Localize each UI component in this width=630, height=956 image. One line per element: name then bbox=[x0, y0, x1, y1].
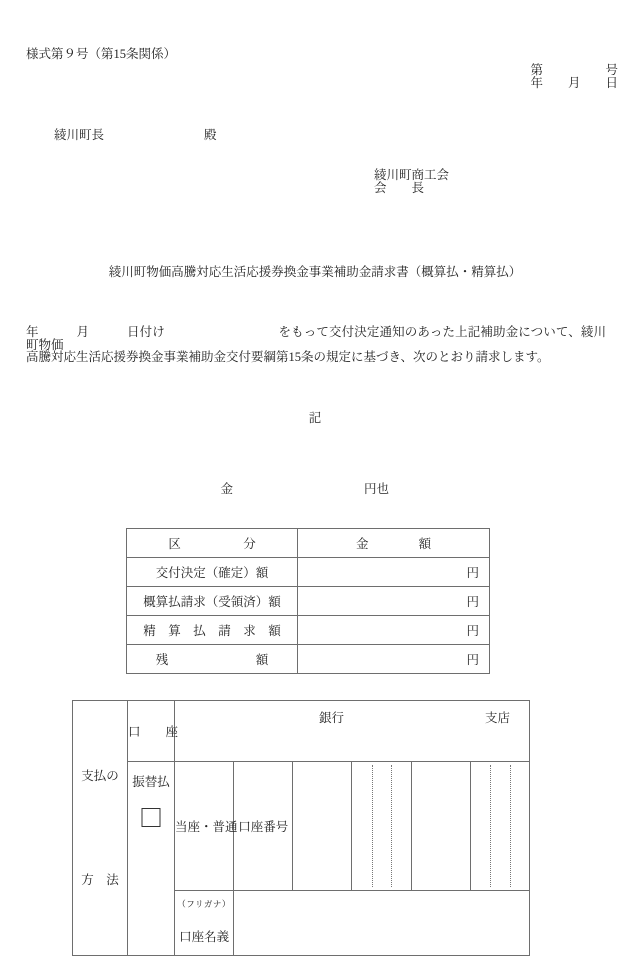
transfer-payment-cell bbox=[128, 762, 175, 956]
row-value-advance-payment[interactable]: 円 bbox=[298, 587, 490, 616]
total-amount-line bbox=[208, 470, 389, 508]
payment-account-row bbox=[73, 762, 530, 891]
table-row bbox=[127, 587, 490, 616]
account-name-field[interactable] bbox=[234, 891, 530, 956]
account-label: 口 座 bbox=[128, 701, 175, 762]
body-paragraph-line-1: 年 月 日付け をもって交付決定通知のあった上記補助金について、綾川町物価 bbox=[26, 325, 606, 352]
table-row bbox=[127, 558, 490, 587]
document-number-line: 第 号 bbox=[530, 63, 618, 77]
account-type-label[interactable]: 当座・普通 bbox=[175, 762, 234, 891]
row-value-balance[interactable]: 円 bbox=[298, 645, 490, 674]
row-value-settlement-payment[interactable]: 円 bbox=[298, 616, 490, 645]
transfer-payment-label: 振替払 bbox=[132, 775, 170, 789]
row-label-balance: 残 額 bbox=[127, 645, 298, 674]
page-title: 綾川町物価高騰対応生活応援券換金事業補助金請求書（概算払・精算払） bbox=[108, 265, 522, 279]
column-header-amount: 金 額 bbox=[298, 529, 490, 558]
bank-word-label: 銀行 bbox=[319, 711, 345, 725]
table-row bbox=[127, 616, 490, 645]
account-digit-group-2[interactable] bbox=[470, 762, 529, 891]
payment-method-label-line2: 方 法 bbox=[81, 873, 119, 887]
body-paragraph-line-2: 高騰対応生活応援券換金事業補助金交付要綱第15条の規定に基づき、次のとおり請求します。 bbox=[26, 350, 550, 364]
issuer-organization: 綾川町商工会 bbox=[374, 168, 450, 182]
document-number-block bbox=[530, 64, 618, 89]
table-row bbox=[127, 645, 490, 674]
addressee-line: 綾川町長 殿 bbox=[54, 128, 217, 142]
bank-name-field[interactable] bbox=[175, 701, 530, 762]
account-digit-group-1[interactable] bbox=[352, 762, 411, 891]
account-name-label-cell bbox=[175, 891, 234, 956]
row-label-settlement-payment: 精 算 払 請 求 額 bbox=[127, 616, 298, 645]
row-label-grant-decision: 交付決定（確定）額 bbox=[127, 558, 298, 587]
account-number-label: 口座番号 bbox=[234, 762, 293, 891]
amount-suffix-label: 円也 bbox=[364, 481, 390, 496]
row-label-advance-payment: 概算払請求（受領済）額 bbox=[127, 587, 298, 616]
amount-prefix-label: 金 bbox=[220, 481, 234, 496]
payment-method-label bbox=[73, 701, 128, 956]
payment-bank-row bbox=[73, 701, 530, 762]
transfer-payment-checkbox[interactable] bbox=[142, 808, 161, 827]
payment-method-table bbox=[72, 700, 530, 956]
account-name-label: 口座名義 bbox=[179, 930, 230, 944]
body-paragraph bbox=[26, 326, 606, 364]
ki-mark: 記 bbox=[308, 411, 322, 425]
account-digit-cell-2[interactable] bbox=[411, 762, 470, 891]
form-number: 様式第９号（第15条関係） bbox=[26, 47, 177, 61]
account-digit-cell-1[interactable] bbox=[293, 762, 352, 891]
issuer-block bbox=[374, 169, 449, 194]
column-header-category: 区 分 bbox=[127, 529, 298, 558]
amount-breakdown-table bbox=[126, 528, 490, 674]
row-value-grant-decision[interactable]: 円 bbox=[298, 558, 490, 587]
table-header-row bbox=[127, 529, 490, 558]
payment-method-label-line1: 支払の bbox=[81, 769, 119, 783]
issuer-title: 会 長 bbox=[374, 180, 425, 195]
branch-word-label: 支店 bbox=[484, 711, 510, 725]
document-date-line: 年 月 日 bbox=[530, 75, 618, 90]
furigana-label: （フリガナ） bbox=[177, 899, 231, 909]
